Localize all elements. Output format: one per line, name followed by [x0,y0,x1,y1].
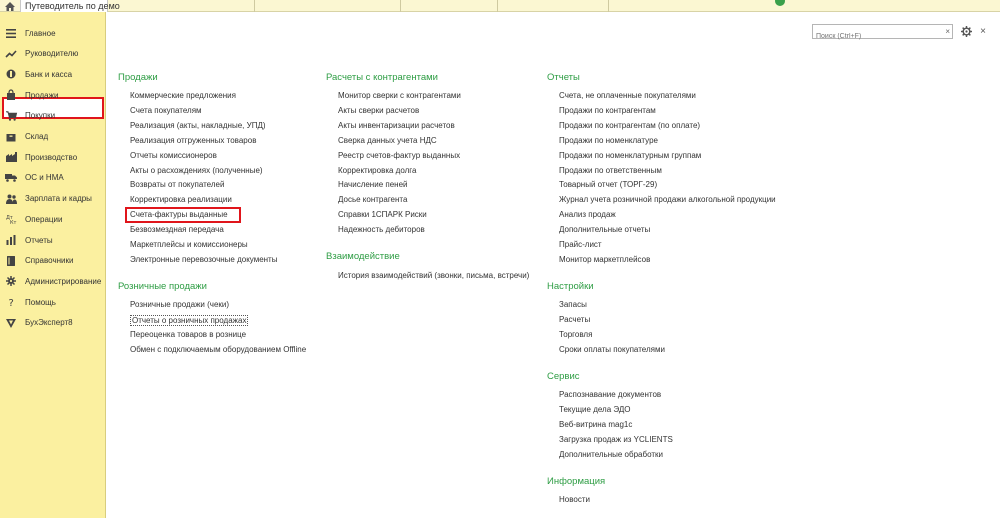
trend-icon [5,48,17,60]
link-settlements[interactable]: Акты инвентаризации расчетов [338,120,455,130]
sidebar-item[interactable] [0,127,106,147]
link-retail[interactable]: Розничные продажи (чеки) [130,300,230,309]
section-title-sales: Продажи [118,72,158,83]
sidebar-item[interactable] [0,271,106,291]
link-sales[interactable]: Коммерческие предложения [130,91,236,100]
people-icon [5,193,17,205]
sidebar-item-label: ОС и НМА [25,173,64,183]
sidebar-item[interactable] [0,292,106,312]
sidebar-item-label: Зарплата и кадры [25,194,92,204]
operations-icon [5,213,17,225]
section-title-settings: Настройки [547,281,594,292]
tab-divider [497,0,498,12]
tab-bar [0,0,1000,12]
link-sales[interactable]: Реализация отгруженных товаров [130,135,257,145]
link-settlements[interactable]: Монитор сверки с контрагентами [338,91,461,100]
link-sales[interactable]: Возвраты от покупателей [130,180,225,190]
sidebar-item[interactable] [0,168,106,188]
sidebar-item[interactable] [0,209,106,229]
link-reports[interactable]: Продажи по ответственным [559,165,662,175]
svg-text:Дт: Дт [5,215,13,222]
link-settlements[interactable]: Корректировка долга [338,165,417,175]
svg-text:?: ? [8,298,14,310]
home-icon[interactable] [0,0,20,12]
sidebar [0,12,106,518]
link-settings[interactable]: Запасы [559,300,587,309]
link-reports[interactable]: Счета, не оплаченные покупателями [559,91,696,100]
link-settlements[interactable]: Надежность дебиторов [338,225,425,235]
link-interaction[interactable]: История взаимодействий (звонки, письма, встречи) [338,271,530,280]
link-reports[interactable]: Прайс-лист [559,240,602,249]
menu-icon [5,27,17,39]
link-service[interactable]: Дополнительные обработки [559,449,663,459]
tab-divider [608,0,609,12]
sidebar-item[interactable] [0,106,106,126]
link-reports[interactable]: Дополнительные отчеты [559,225,651,235]
link-sales[interactable]: Акты о расхождениях (полученные) [130,165,263,175]
close-icon[interactable]: × [980,26,986,37]
link-retail[interactable]: Отчеты о розничных продажах [132,315,247,325]
sidebar-item[interactable] [0,44,106,64]
section-title-settlements: Расчеты с контрагентами [326,72,438,83]
sidebar-item-label: Банк и касса [25,69,73,79]
factory-icon [5,151,17,163]
sidebar-item[interactable] [0,189,106,209]
sidebar-item-label: Склад [25,132,49,141]
section-title-reports: Отчеты [547,72,580,83]
link-settings[interactable]: Сроки оплаты покупателями [559,344,665,354]
tab-label: Путеводитель по демо [25,1,120,11]
link-reports[interactable]: Продажи по номенклатуре [559,135,658,145]
link-reports[interactable]: Продажи по контрагентам [559,105,656,115]
search-field[interactable] [812,24,953,39]
link-service[interactable]: Распознавание документов [559,390,662,399]
bag-icon [5,89,17,101]
sidebar-item-label: Администрирование [25,276,102,286]
book-icon [5,255,17,267]
link-settlements[interactable]: Справки 1СПАРК Риски [338,210,427,220]
sidebar-item-label: Производство [25,152,78,162]
sidebar-item-label: Продажи [25,90,59,100]
link-reports[interactable]: Журнал учета розничной продажи алкогольной продукции [559,195,776,205]
link-settlements[interactable]: Начисление пеней [338,180,408,190]
search-input[interactable] [813,30,937,43]
sidebar-item-label: Отчеты [25,235,53,245]
link-sales[interactable]: Реализация (акты, накладные, УПД) [130,120,266,130]
box-icon [5,131,17,143]
link-settlements[interactable]: Досье контрагента [338,195,408,205]
clear-icon[interactable]: × [945,27,950,36]
link-settlements[interactable]: Сверка данных учета НДС [338,135,437,145]
sidebar-item[interactable] [0,23,106,43]
svg-text:Кт: Кт [9,220,16,227]
status-dot-icon [775,0,785,6]
section-title-retail: Розничные продажи [118,281,207,292]
link-service[interactable]: Веб-витрина mag1c [559,419,633,429]
coin-icon [5,68,17,80]
link-sales[interactable]: Безвозмездная передача [130,225,224,235]
sidebar-item[interactable] [0,251,106,271]
question-icon [5,296,17,308]
main-panel [107,12,1000,518]
link-settlements[interactable]: Реестр счетов-фактур выданных [338,150,461,160]
link-reports[interactable]: Продажи по номенклатурным группам [559,150,702,160]
sidebar-item-label: Операции [25,214,63,224]
cart-icon [5,110,17,122]
sidebar-item[interactable] [0,64,106,84]
link-sales[interactable]: Отчеты комиссионеров [130,150,217,160]
link-settings[interactable]: Расчеты [559,314,591,324]
sidebar-item[interactable] [0,85,106,105]
truck-icon [5,172,17,184]
link-service[interactable]: Загрузка продаж из YCLIENTS [559,434,673,444]
section-title-info: Информация [547,476,606,487]
section-title-interaction: Взаимодействие [326,251,400,262]
sidebar-item[interactable] [0,313,106,333]
sidebar-item[interactable] [0,230,106,250]
sidebar-item[interactable] [0,147,106,167]
chart-icon [5,234,17,246]
sidebar-item-label: Покупки [25,111,56,121]
sidebar-item-label: Справочники [25,256,74,266]
link-settlements[interactable]: Акты сверки расчетов [338,105,420,115]
gear-icon[interactable] [959,24,973,39]
sidebar-item-label: БухЭксперт8 [25,318,73,328]
sidebar-item-label: Главное [25,28,56,38]
shield-icon [5,317,17,329]
gear-icon [5,275,17,287]
link-reports[interactable]: Анализ продаж [559,210,616,220]
section-title-service: Сервис [547,371,580,382]
tab-divider [254,0,255,12]
link-info[interactable]: Новости [559,495,590,504]
link-reports[interactable]: Товарный отчет (ТОРГ-29) [559,180,658,190]
sidebar-item-label: Руководителю [25,49,79,59]
link-settings[interactable]: Торговля [559,329,593,339]
link-reports[interactable]: Монитор маркетплейсов [559,254,651,264]
link-sales[interactable]: Маркетплейсы и комиссионеры [130,240,248,249]
link-reports[interactable]: Продажи по контрагентам (по оплате) [559,120,701,130]
link-retail[interactable]: Обмен с подключаемым оборудованием Offline [130,344,307,354]
link-retail[interactable]: Переоценка товаров в рознице [130,329,247,339]
link-sales[interactable]: Счета покупателям [130,105,202,115]
highlight-frame [125,207,241,223]
tab-divider [400,0,401,12]
tab-guide[interactable] [20,0,120,12]
link-service[interactable]: Текущие дела ЭДО [559,404,631,414]
link-sales[interactable]: Счета-фактуры выданные [130,210,228,220]
link-sales[interactable]: Корректировка реализации [130,195,232,205]
sidebar-item-label: Помощь [25,297,56,307]
link-sales[interactable]: Электронные перевозочные документы [130,254,278,264]
